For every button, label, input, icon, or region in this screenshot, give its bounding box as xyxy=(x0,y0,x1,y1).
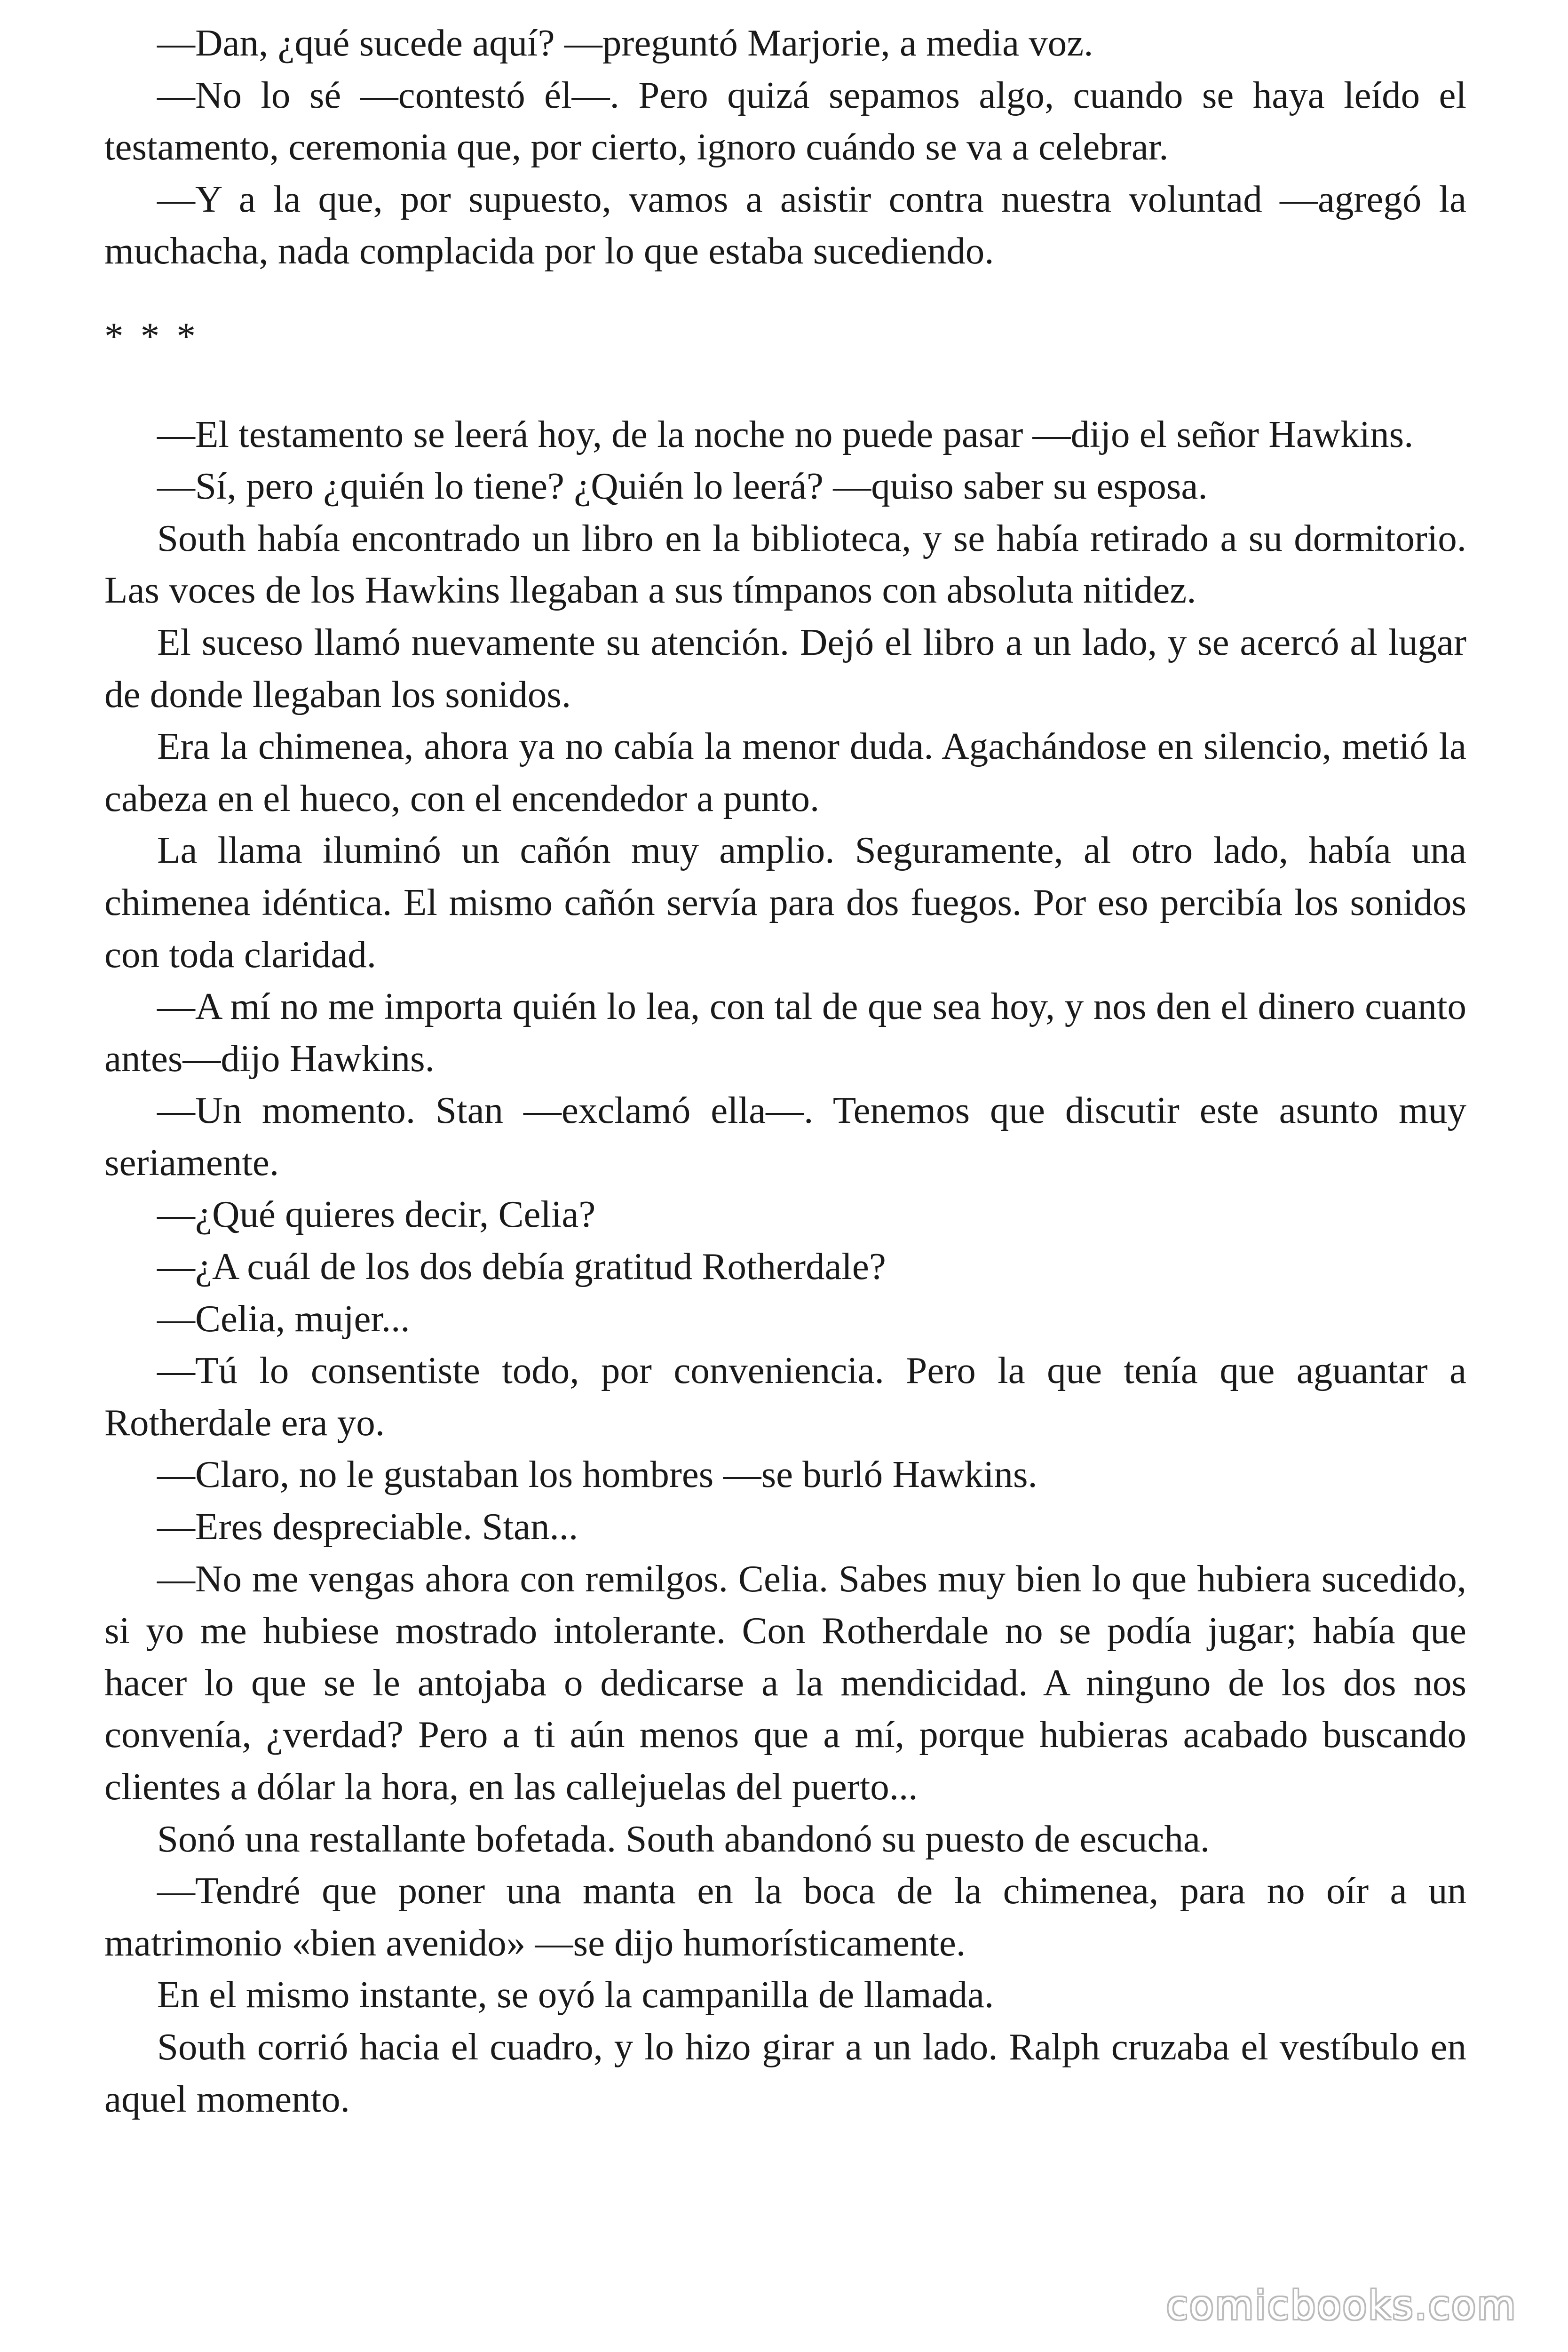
book-page xyxy=(104,17,1466,2125)
paragraph: —Sí, pero ¿quién lo tiene? ¿Quién lo leerá? —quiso saber su esposa. xyxy=(157,465,1208,508)
paragraph: En el mismo instante, se oyó la campanilla de llamada. xyxy=(157,1973,994,2016)
paragraph: —Claro, no le gustaban los hombres —se burló Hawkins. xyxy=(157,1453,1037,1496)
paragraph: Era la chimenea, ahora ya no cabía la menor duda. Agachándose en silencio, metió la cabeza en el hueco, con el encendedor a punto. xyxy=(104,725,1466,819)
paragraph: —Dan, ¿qué sucede aquí? —preguntó Marjorie, a media voz. xyxy=(157,22,1093,64)
paragraph: —Tú lo consentiste todo, por conveniencia. Pero la que tenía que aguantar a Rotherdale era yo. xyxy=(104,1349,1466,1444)
paragraph: El suceso llamó nuevamente su atención. Dejó el libro a un lado, y se acercó al lugar de donde llegaban los sonidos. xyxy=(104,620,1466,715)
watermark: comicbooks.com xyxy=(1166,2282,1517,2328)
paragraph: —Celia, mujer... xyxy=(157,1297,410,1340)
paragraph: —Y a la que, por supuesto, vamos a asistir contra nuestra voluntad —agregó la muchacha, nada complacida por lo que estaba sucediendo. xyxy=(104,177,1466,272)
paragraph: —El testamento se leerá hoy, de la noche no puede pasar —dijo el señor Hawkins. xyxy=(157,413,1414,455)
paragraph: —No me vengas ahora con remilgos. Celia. Sabes muy bien lo que hubiera sucedido, si yo me hubiese mostrado intolerante. Con Rotherdale no se podía jugar; había que hacer lo que se le antojaba o dedicarse a la mendicidad. A ninguno de los dos nos convenía, ¿verdad? Pero a ti aún menos que a mí, porque hubieras acabado buscando clientes a dólar la hora, en las callejuelas del puerto... xyxy=(104,1557,1466,1808)
paragraph: —¿Qué quieres decir, Celia? xyxy=(157,1193,596,1236)
paragraph: —No lo sé —contestó él—. Pero quizá sepamos algo, cuando se haya leído el testamento, ceremonia que, por cierto, ignoro cuándo se va a celebrar. xyxy=(104,73,1466,168)
paragraph: —Un momento. Stan —exclamó ella—. Tenemos que discutir este asunto muy seriamente. xyxy=(104,1089,1466,1184)
paragraph: —Tendré que poner una manta en la boca de la chimenea, para no oír a un matrimonio «bien avenido» —se dijo humorísticamente. xyxy=(104,1869,1466,1964)
paragraph: —¿A cuál de los dos debía gratitud Rotherdale? xyxy=(157,1245,886,1288)
paragraph: La llama iluminó un cañón muy amplio. Seguramente, al otro lado, había una chimenea idéntica. El mismo cañón servía para dos fuegos. Por eso percibía los sonidos con toda claridad. xyxy=(104,829,1466,976)
paragraph: —Eres despreciable. Stan... xyxy=(157,1505,578,1548)
paragraph: South corrió hacia el cuadro, y lo hizo girar a un lado. Ralph cruzaba el vestíbulo en aquel momento. xyxy=(104,2025,1466,2120)
paragraph: South había encontrado un libro en la biblioteca, y se había retirado a su dormitorio. Las voces de los Hawkins llegaban a sus tímpanos con absoluta nitidez. xyxy=(104,516,1466,612)
paragraph: Sonó una restallante bofetada. South abandonó su puesto de escucha. xyxy=(157,1817,1210,1860)
section-separator: * * * xyxy=(104,314,199,357)
paragraph: —A mí no me importa quién lo lea, con tal de que sea hoy, y nos den el dinero cuanto antes—dijo Hawkins. xyxy=(104,985,1466,1080)
